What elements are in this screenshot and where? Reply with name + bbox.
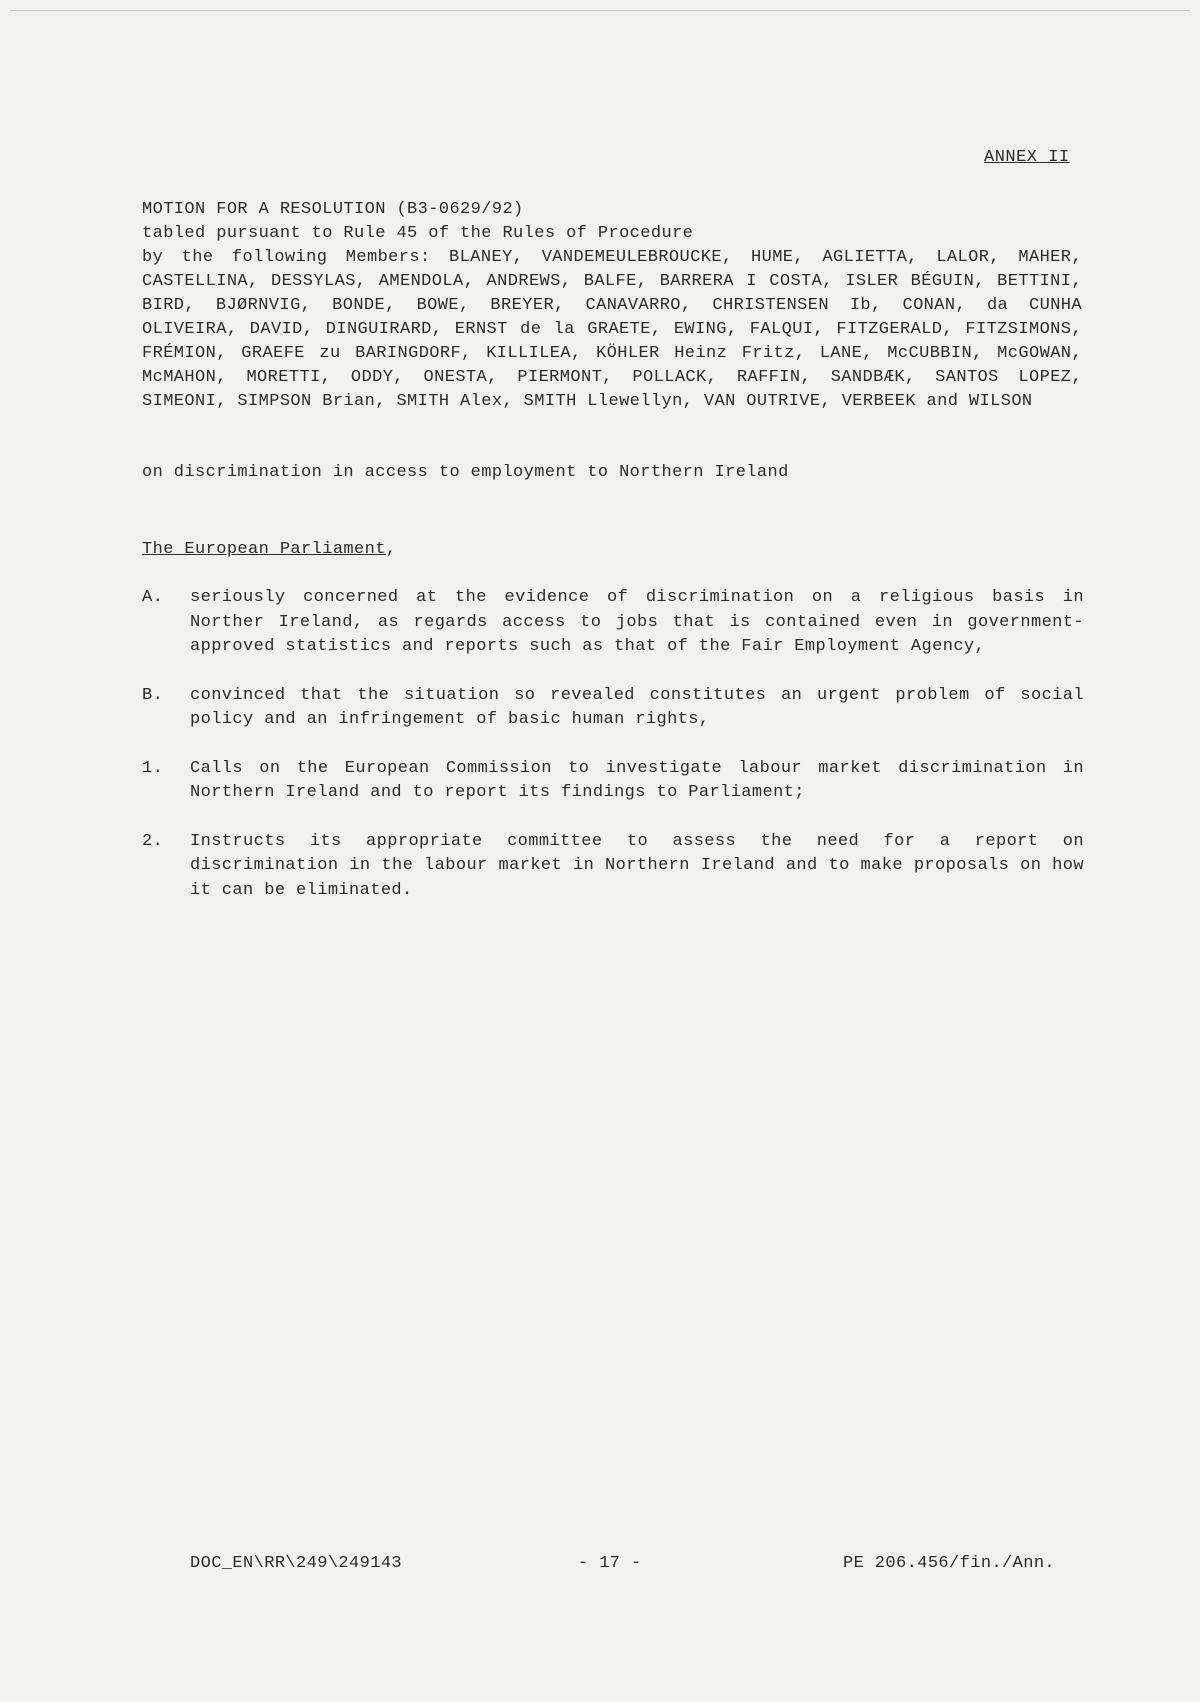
top-rule bbox=[10, 10, 1190, 11]
footer-page-number: - 17 - bbox=[578, 1554, 642, 1573]
item-marker: A. bbox=[142, 588, 164, 607]
recital-b bbox=[142, 684, 1084, 733]
paragraph-1 bbox=[142, 757, 1084, 806]
footer-pe-ref: PE 206.456/fin./Ann. bbox=[843, 1554, 1056, 1573]
item-text: seriously concerned at the evidence of discrimination on a religious basis in Norther Ireland, as regards access to jobs that is contained even in government-approved statistics and reports such as that of the Fair Employment Agency, bbox=[190, 588, 1084, 656]
item-text: Instructs its appropriate committee to assess the need for a report on discrimination in the labour market in Northern Ireland and to make proposals on how it can be eliminated. bbox=[190, 831, 1084, 900]
parliament-heading bbox=[142, 540, 396, 559]
parliament-label: The European Parliament bbox=[142, 540, 386, 559]
item-marker: 2. bbox=[142, 831, 164, 851]
footer-doc-ref: DOC_EN\RR\249\249143 bbox=[190, 1554, 403, 1573]
item-text: Calls on the European Commission to investigate labour market discrimination in Northern Ireland and to report its findings to Parliament; bbox=[190, 758, 1084, 802]
item-marker: B. bbox=[142, 685, 164, 705]
recital-a bbox=[142, 586, 1084, 660]
annex-label: ANNEX II bbox=[984, 148, 1070, 167]
motion-tabled: tabled pursuant to Rule 45 of the Rules of Procedure bbox=[142, 224, 694, 243]
paragraph-2 bbox=[142, 830, 1084, 904]
motion-subject: on discrimination in access to employment to Northern Ireland bbox=[142, 463, 789, 482]
item-marker: 1. bbox=[142, 758, 164, 778]
motion-title: MOTION FOR A RESOLUTION (B3-0629/92) bbox=[142, 200, 524, 219]
item-text: convinced that the situation so revealed constitutes an urgent problem of social policy and an infringement of basic human rights, bbox=[190, 685, 1084, 729]
motion-members: by the following Members: BLANEY, VANDEMEULEBROUCKE, HUME, AGLIETTA, LALOR, MAHER, CASTELLINA, DESSYLAS, AMENDOLA, ANDREWS, BALFE, BARRERA I COSTA, ISLER BÉGUIN, BETTINI, BIRD, BJØRNVIG, BONDE, BOWE, BREYER, CANAVARRO, CHRISTENSEN Ib, CONAN, da CUNHA OLIVEIRA, DAVID, DINGUIRARD, ERNST de la GRAETE, EWING, FALQUI, FITZGERALD, FITZSIMONS, FRÉMION, GRAEFE zu BARINGDORF, KILLILEA, KÖHLER Heinz Fritz, LANE, McCUBBIN, McGOWAN, McMAHON, MORETTI, ODDY, ONESTA, PIERMONT, POLLACK, RAFFIN, SANDBÆK, SANTOS LOPEZ, SIMEONI, SIMPSON Brian, SMITH Alex, SMITH Llewellyn, VAN OUTRIVE, VERBEEK and WILSON bbox=[142, 248, 1082, 411]
resolution-items bbox=[142, 586, 1084, 927]
parliament-suffix: , bbox=[385, 540, 397, 559]
motion-heading bbox=[142, 198, 1082, 414]
